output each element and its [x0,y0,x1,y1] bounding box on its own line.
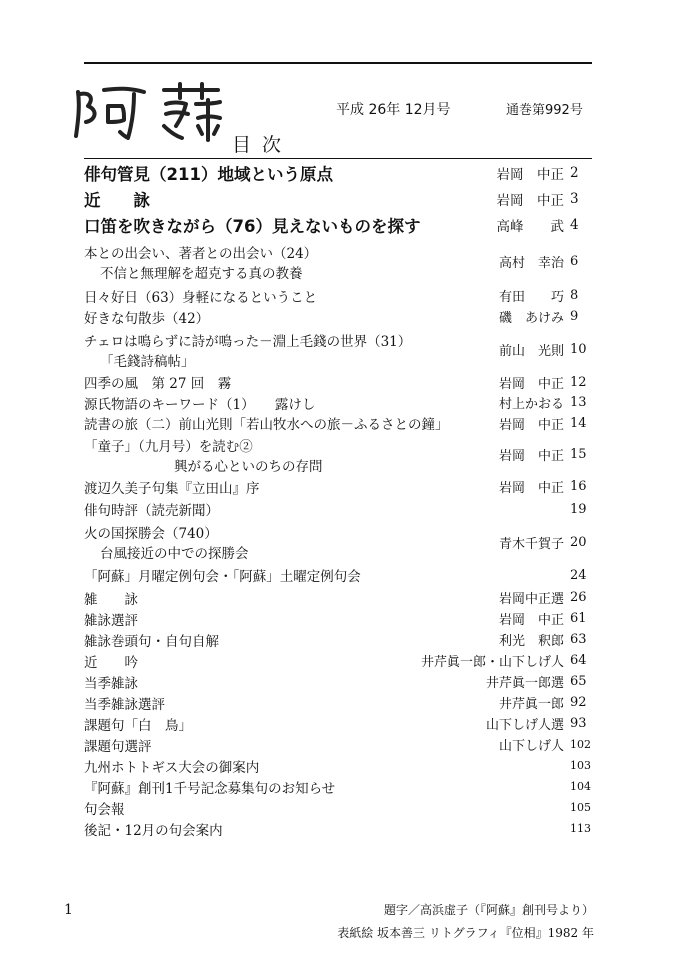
toc-entry-page: 10 [570,342,587,357]
toc-entry-page: 93 [570,716,587,731]
toc-entry-page: 16 [570,479,587,494]
toc-entry-page: 6 [570,254,579,269]
toc-entry[interactable] [84,713,592,734]
toc-entry-author: 山下しげ人選 [485,718,564,733]
toc-entry-page: 61 [570,611,587,626]
toc-entry[interactable] [84,211,592,238]
toc-entry-page: 14 [570,415,587,431]
toc-entry-title-line: 「阿蘇」月曜定例句会・「阿蘇」土曜定例句会 [84,569,361,585]
toc-entry-author: 井芹眞一郎 [498,697,564,712]
calligraphy-credit: 題字／高浜虚子（『阿蘇』創刊号より） [383,903,594,917]
toc-entry-title [84,499,564,519]
toc-entry-page: 12 [570,374,587,390]
toc-entry-title [84,630,499,650]
toc-entry-subtitle: 不信と無理解を超克する真の教養 [100,265,303,282]
toc-entry[interactable] [84,776,592,797]
toc-entry-author: 岩岡 中正 [498,613,564,628]
toc-entry-title-line: 句会報 [84,801,125,818]
toc-entry-title-line: 『阿蘇』創刊1千号記念募集句のお知らせ [84,780,336,797]
toc-entry-title-line: 後記・12月の句会案内 [84,822,223,839]
toc-entry-author: 井芹眞一郎・山下しげ人 [420,655,564,670]
toc-entry-author: 磯 あけみ [498,311,564,326]
toc-entry[interactable] [84,587,592,608]
toc-entry-title [84,714,486,734]
toc-entry-subtitle: 「毛錢詩稿帖」 [100,353,195,370]
toc-entry[interactable] [84,497,592,521]
toc-entry-page: 64 [570,653,587,668]
toc-entry-page: 26 [570,590,587,605]
toc-entry[interactable] [84,734,592,755]
page-number: 1 [64,902,73,918]
toc-entry-title [84,588,499,608]
toc-entry-title-line: 源氏物語のキーワード（1） 露けし [84,396,316,413]
toc-entry-title-line: 本との出会い、著者との出会い（24） [84,245,318,262]
toc-entry-title-line: 俳句時評（読売新聞） [84,503,219,519]
toc-entry-title [84,735,499,755]
toc-entry-title-line: 好きな句散歩（42） [84,310,210,327]
toc-entry[interactable] [84,186,592,211]
toc-entry-title [84,435,499,475]
toc-entry-title-line: 課題句「白 鳥」 [84,717,192,734]
toc-entry[interactable] [84,476,592,497]
toc-entry[interactable] [84,755,592,776]
toc-entry-title-line: 当季雑詠 [84,675,138,692]
toc-entry-title-line: 課題句選評 [84,738,152,755]
toc-entry-page: 3 [570,190,579,207]
toc-entry-title-line: 口笛を吹きながら（76）見えないものを探す [84,216,421,236]
toc-entry-page: 102 [570,738,591,751]
toc-entry-title-line: 近 吟 [84,654,138,671]
toc-entry[interactable] [84,413,592,433]
toc-entry[interactable] [84,306,592,327]
toc-entry-title-line: 「童子」（九月号）を読む② [84,438,253,455]
toc-entry-title-line: 九州ホトトギス大会の御案内 [84,759,260,776]
toc-entry-author: 岩岡 中正 [498,481,564,496]
toc-entry-author: 岩岡 中正 [496,167,564,183]
toc-entry-page: 65 [570,674,587,689]
toc-entry[interactable] [84,563,592,587]
toc-entry-page: 19 [570,501,587,517]
toc-entry[interactable] [84,818,592,839]
toc-entry-page: 4 [570,216,579,233]
toc-entry-page: 24 [570,567,587,583]
toc-heading: 目次 [232,134,293,156]
toc-entry[interactable] [84,392,592,413]
toc-entry-title-line: 俳句管見（211）地域という原点 [84,165,333,184]
toc-entry-title-line: 読書の旅（二）前山光則「若山牧水への旅－ふるさとの鐘」 [84,417,449,433]
toc-entry-title [84,372,499,392]
toc-entry-author: 前山 光則 [498,344,564,359]
toc-entry-title-line: 四季の風 第 27 回 霧 [84,376,232,392]
toc-entry[interactable] [84,521,592,563]
calligraphy-logo-icon [68,76,258,146]
toc-entry[interactable] [84,650,592,671]
top-rule [84,62,592,64]
toc-entry-title-line: 火の国探勝会（740） [84,526,218,542]
toc-entry-title-line: 雑詠選評 [84,612,138,629]
toc-entry-page: 63 [570,632,587,647]
toc-entry-title [84,187,497,211]
toc-entry-subtitle: 台風接近の中での探勝会 [100,546,249,562]
toc-entry-title-line: 日々好日（63）身軽になるということ [84,289,318,306]
toc-entry-author: 青木千賀子 [498,536,564,552]
toc-entry-author: 山下しげ人 [498,739,564,754]
header-rule [84,158,592,159]
toc-entry-title-line: チェロは鳴らずに詩が鳴った－淵上毛錢の世界（31） [84,333,412,350]
toc-entry[interactable] [84,372,592,392]
toc-entry-author: 高村 幸治 [498,256,564,271]
toc-entry-title-line: 近 詠 [84,190,150,210]
toc-entry-page: 92 [570,695,587,710]
toc-entry-page: 103 [570,759,591,772]
toc-entry-title [84,330,499,370]
toc-entry-author: 岩岡 中正 [498,449,564,464]
toc-entry-title [84,609,499,629]
toc-entry-title [84,756,564,776]
toc-entry[interactable] [84,608,592,629]
issue-date: 平成 26年 12月号 [336,102,451,118]
toc-entry-title [84,798,564,818]
toc-entry-author: 岩岡中正選 [498,592,564,607]
toc-entry-title-line: 渡辺久美子句集『立田山』序 [84,480,260,497]
toc-entry[interactable] [84,327,592,372]
toc-entry-title [84,242,499,282]
toc-entry[interactable] [84,285,592,306]
toc-entry[interactable] [84,692,592,713]
toc-entry[interactable] [84,160,592,186]
toc-entry[interactable] [84,433,592,476]
toc-entry[interactable] [84,797,592,818]
toc-entry-author: 井芹眞一郎選 [485,676,564,691]
toc-entry-title-line: 雑詠巻頭句・自句自解 [84,633,219,650]
toc-entry-author: 岩岡 中正 [498,417,564,433]
toc-entry-title [84,522,499,562]
toc-entry-author: 有田 巧 [498,290,564,305]
toc-entry-author: 村上かおる [498,397,564,412]
toc-entry-page: 13 [570,395,587,410]
toc-entry-title [84,672,486,692]
toc-entry[interactable] [84,671,592,692]
issue-volume: 通巻第992号 [506,103,583,118]
masthead-logo [68,76,258,146]
toc-entry-title-line: 雑 詠 [84,591,138,608]
toc-entry-title [84,819,564,839]
toc-entry-title-line: 当季雑詠選評 [84,696,165,713]
toc-entry-author: 岩岡 中正 [496,192,564,209]
toc-entry-page: 8 [570,288,579,303]
table-of-contents [84,160,592,839]
toc-entry-title [84,307,499,327]
toc-entry[interactable] [84,629,592,650]
toc-entry-page: 104 [570,780,591,793]
toc-entry-subtitle: 興がる心といのちの存問 [174,458,323,475]
masthead-title [80,78,82,79]
toc-entry-title [84,161,497,185]
toc-entry-page: 105 [570,801,591,814]
toc-entry[interactable] [84,238,592,285]
toc-entry-page: 9 [570,309,579,324]
toc-entry-title [84,651,421,671]
cover-credit: 表紙絵 坂本善三 リトグラフィ『位相』1982 年 [337,926,594,940]
toc-entry-title [84,213,497,237]
toc-entry-title [84,777,564,797]
toc-entry-title [84,393,499,413]
toc-entry-title [84,477,499,497]
toc-entry-page: 15 [570,447,587,462]
toc-entry-author: 岩岡 中正 [498,376,564,392]
toc-entry-title [84,286,499,306]
toc-entry-title [84,693,499,713]
toc-entry-title [84,565,564,585]
toc-entry-page: 2 [570,165,579,181]
toc-entry-page: 20 [570,534,587,550]
toc-entry-page: 113 [570,822,591,835]
toc-entry-title [84,413,499,433]
toc-entry-author: 高峰 武 [496,218,564,235]
toc-entry-author: 利光 釈郎 [498,634,564,649]
